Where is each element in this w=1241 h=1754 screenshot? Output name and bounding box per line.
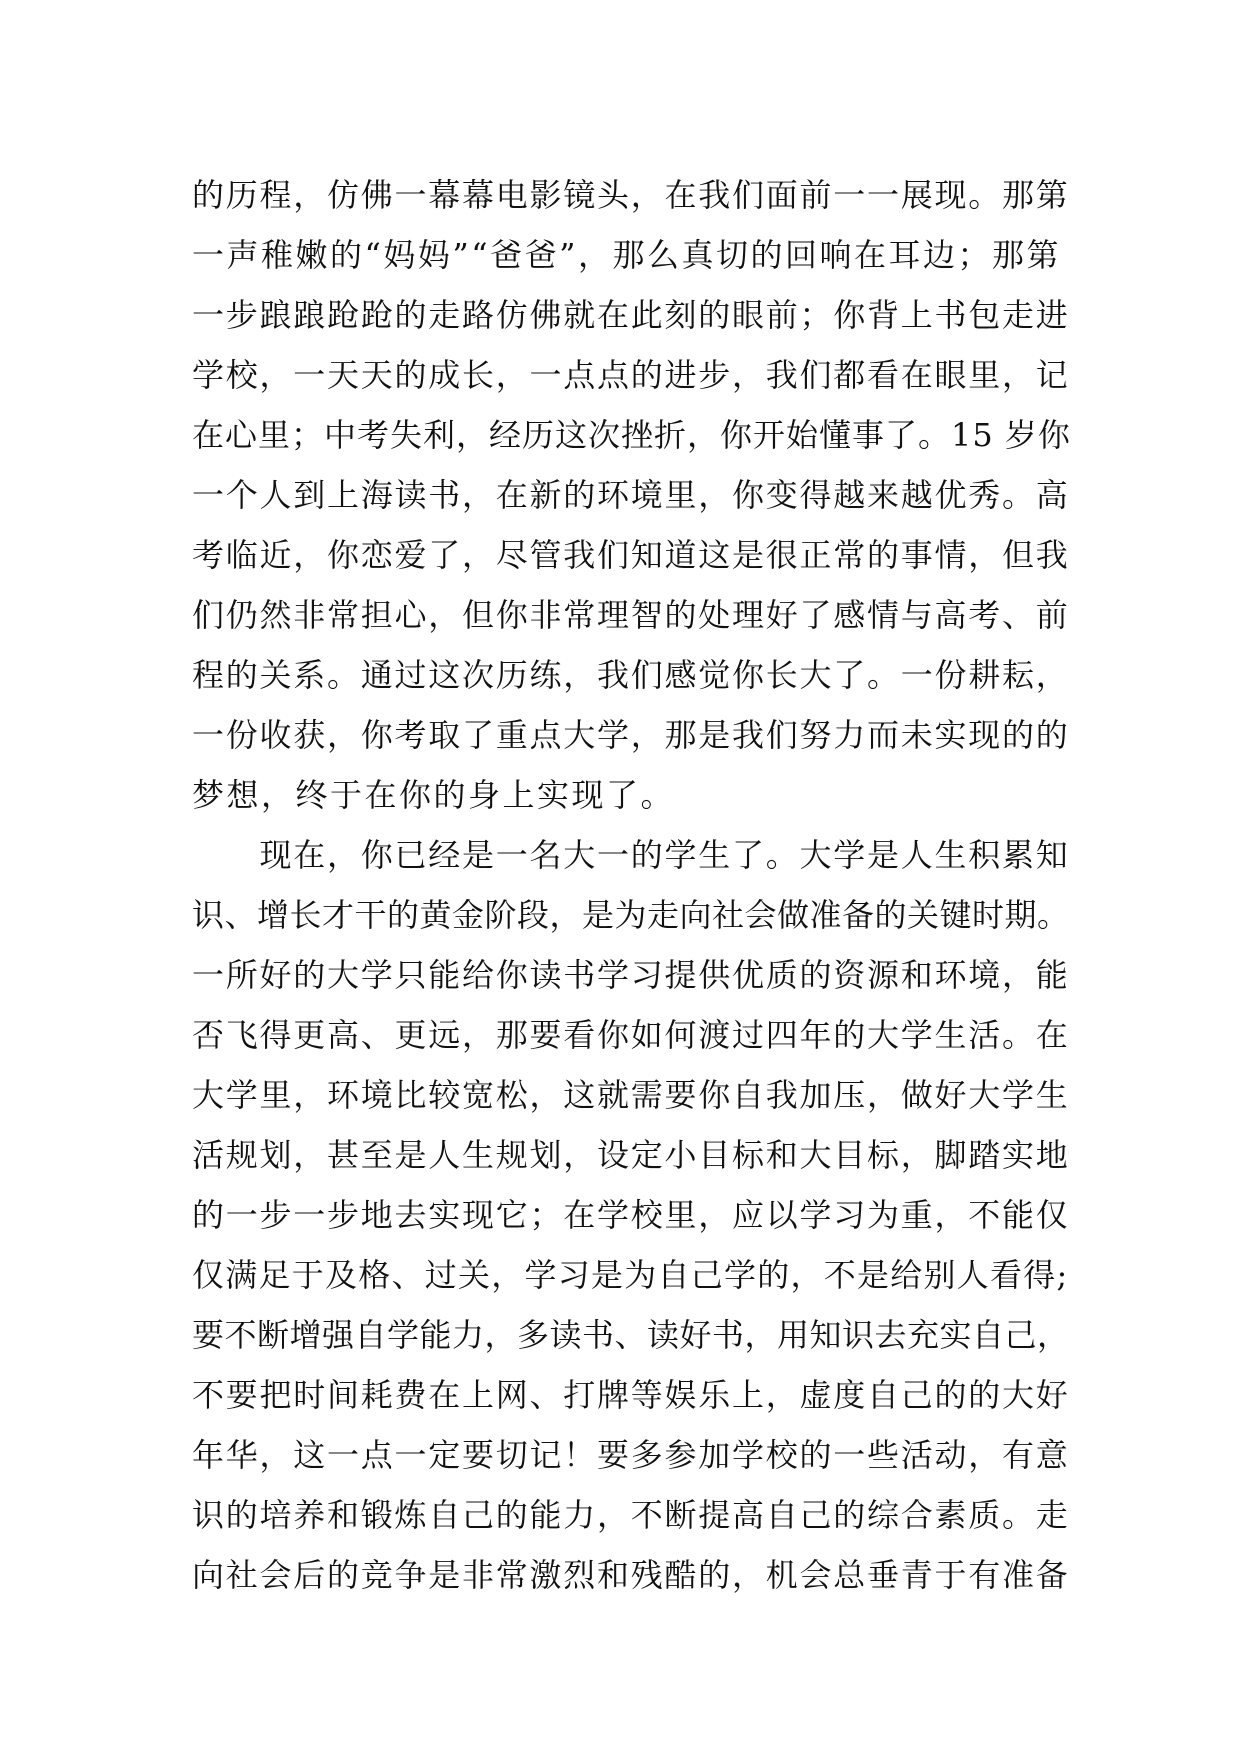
- text-line: 的历程，仿佛一幕幕电影镜头，在我们面前一一展现。那第: [192, 176, 1070, 214]
- text-line: 要不断增强自学能力，多读书、读好书，用知识去充实自己，: [192, 1316, 1070, 1354]
- text-line: 不要把时间耗费在上网、打牌等娱乐上，虚度自己的的大好: [192, 1376, 1070, 1414]
- body-text: [192, 165, 1072, 1605]
- text-line: 在心里；中考失利，经历这次挫折，你开始懂事了。15 岁你: [192, 416, 1071, 454]
- text-line: 们仍然非常担心，但你非常理智的处理好了感情与高考、前: [192, 596, 1070, 634]
- text-line: 一份收获，你考取了重点大学，那是我们努力而未实现的的: [192, 716, 1070, 754]
- text-line: 一步踉踉跄跄的走路仿佛就在此刻的眼前；你背上书包走进: [192, 296, 1070, 334]
- text-line: 活规划，甚至是人生规划，设定小目标和大目标，脚踏实地: [192, 1136, 1070, 1174]
- paragraph-first-line: 现在，你已经是一名大一的学生了。大学是人生积累知: [192, 836, 1070, 874]
- text-line: 识、增长才干的黄金阶段，是为走向社会做准备的关键时期。: [192, 896, 1070, 934]
- text-line: 一个人到上海读书，在新的环境里，你变得越来越优秀。高: [192, 476, 1070, 514]
- text-line: 考临近，你恋爱了，尽管我们知道这是很正常的事情，但我: [192, 536, 1070, 574]
- text-line: 一所好的大学只能给你读书学习提供优质的资源和环境，能: [192, 956, 1070, 994]
- text-line: 否飞得更高、更远，那要看你如何渡过四年的大学生活。在: [192, 1016, 1070, 1054]
- text-line: 大学里，环境比较宽松，这就需要你自我加压，做好大学生: [192, 1076, 1070, 1114]
- text-line: 识的培养和锻炼自己的能力，不断提高自己的综合素质。走: [192, 1496, 1070, 1534]
- text-line: 仅满足于及格、过关，学习是为自己学的，不是给别人看得;: [192, 1256, 1069, 1294]
- text-line: 的一步一步地去实现它；在学校里，应以学习为重，不能仅: [192, 1196, 1070, 1234]
- text-line: 学校，一天天的成长，一点点的进步，我们都看在眼里，记: [192, 356, 1070, 394]
- text-line: 梦想，终于在你的身上实现了。: [192, 776, 676, 814]
- text-line: 一声稚嫩的“妈妈”“爸爸”，那么真切的回响在耳边；那第: [192, 236, 1061, 274]
- text-line: 年华，这一点一定要切记！要多参加学校的一些活动，有意: [192, 1436, 1070, 1474]
- text-line: 程的关系。通过这次历练，我们感觉你长大了。一份耕耘，: [192, 656, 1070, 694]
- text-line: 向社会后的竞争是非常激烈和残酷的，机会总垂青于有准备: [192, 1556, 1070, 1594]
